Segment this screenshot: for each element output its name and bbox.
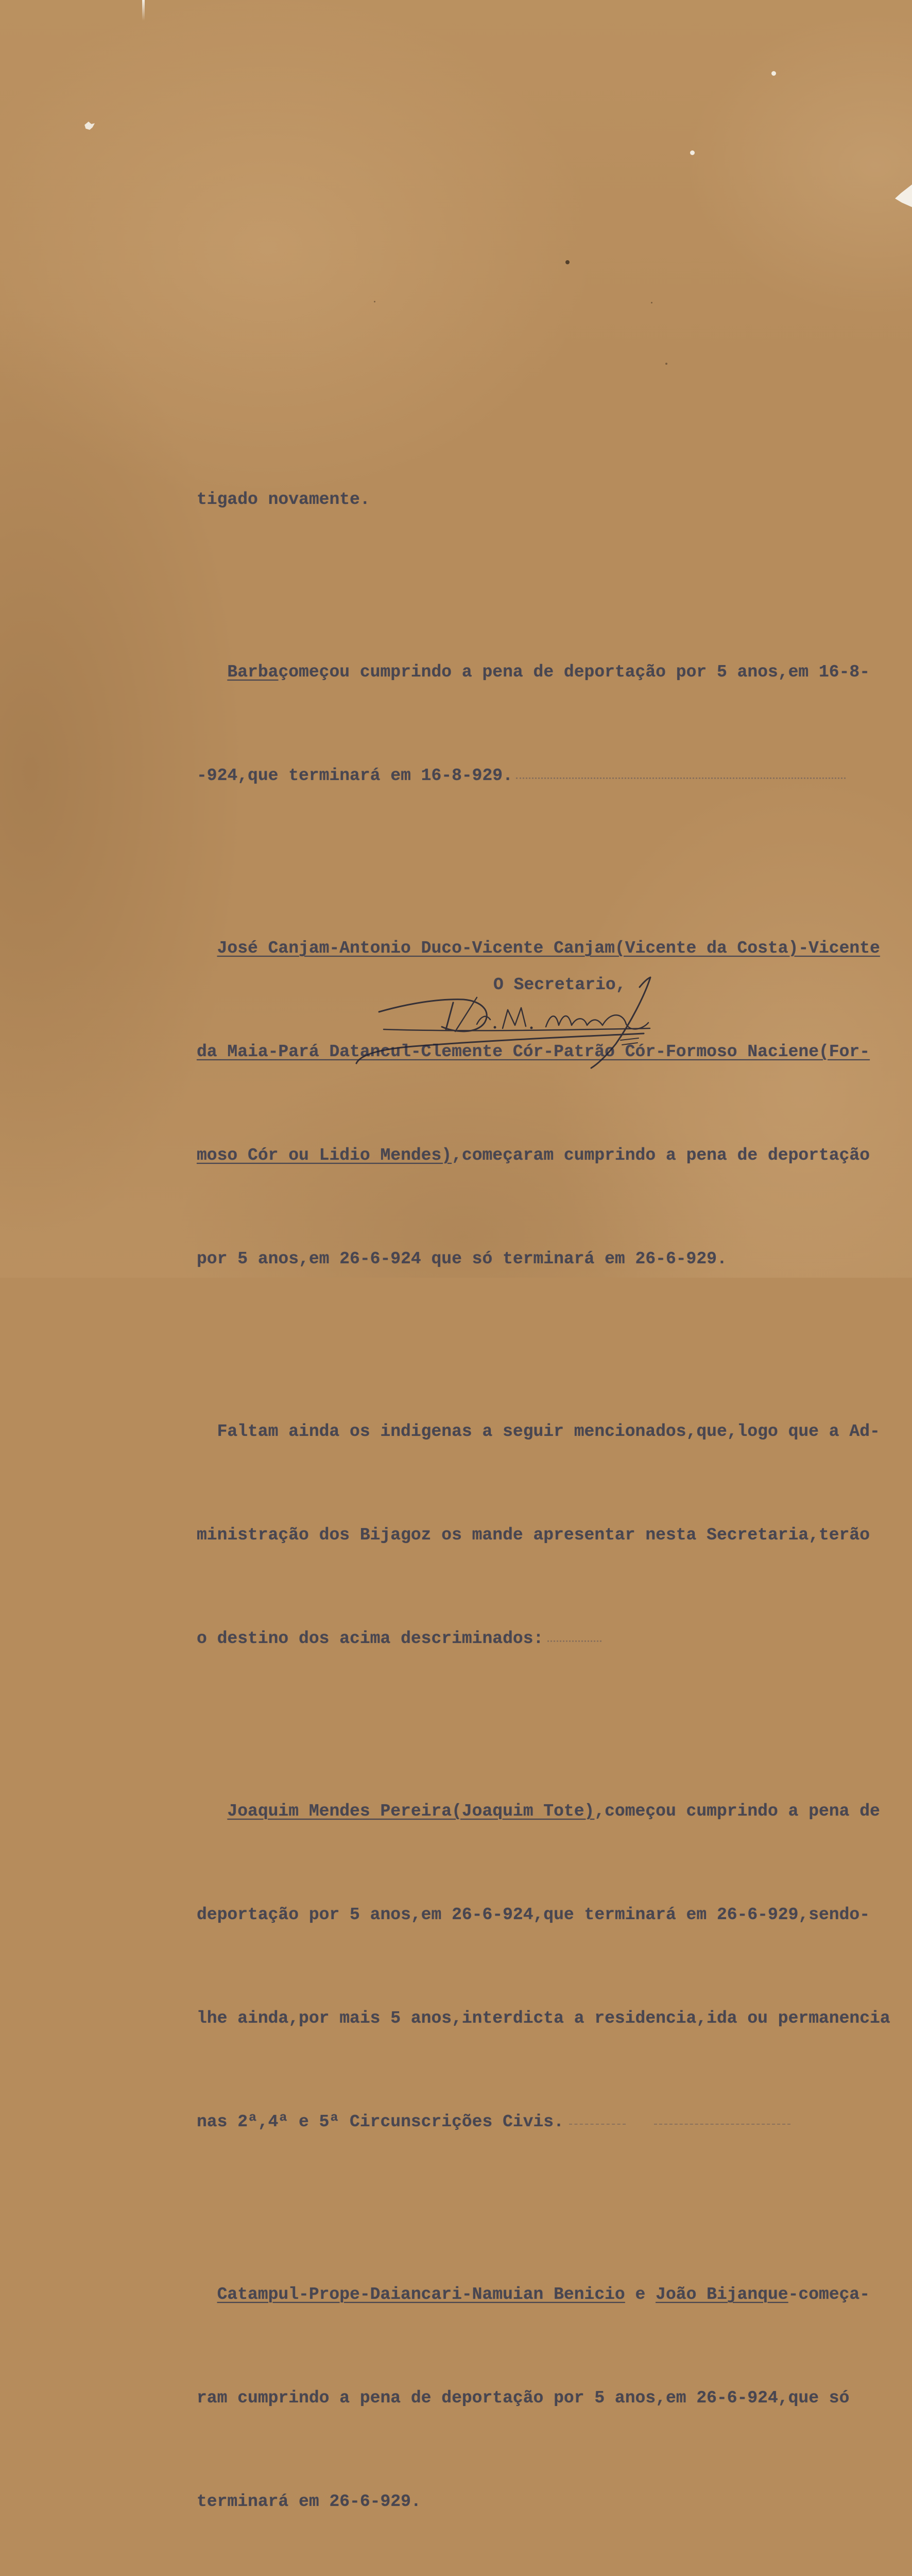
underlined-name: da Maia-Pará Datancul-Clemente Cór-Patrão Cór-Formoso Naciene(For- <box>197 1042 870 1061</box>
text-segment: -começa- <box>788 2285 870 2304</box>
text-segment: por 5 anos,em 26-6-924 que só terminará em 26-6-929. <box>197 1249 727 1268</box>
text-segment: ministração dos Bijagoz os mande apresentar nesta Secretaria,terão <box>197 1526 870 1545</box>
text-segment: ,começou cumprindo a pena de <box>594 1802 880 1821</box>
paper-speck <box>374 301 375 302</box>
underlined-name: moso Cór ou Lidio Mendes) <box>197 1146 452 1165</box>
paper-speck <box>565 260 570 264</box>
text-segment: tigado novamente. <box>197 490 370 509</box>
paper-hole-mark <box>83 122 95 130</box>
text-segment: o destino dos acima descriminados: <box>197 1629 544 1648</box>
text-line <box>197 1414 890 1449</box>
text-line <box>197 1035 890 1069</box>
text-segment: deportação por 5 anos,em 26-6-924,que terminará em 26-6-929,sendo- <box>197 1905 870 1924</box>
text-line <box>197 655 890 689</box>
text-line <box>197 1794 890 1828</box>
filler-dots <box>547 1640 601 1642</box>
text-segment: e <box>625 2285 656 2304</box>
filler-dots <box>516 777 846 779</box>
text-line <box>197 2484 890 2519</box>
underlined-name: Catampul-Prope-Daiancari-Namuian Benicio <box>217 2285 625 2304</box>
text-segment: ,começaram cumprindo a pena de deportação <box>452 1146 870 1165</box>
text-segment: ram cumprindo a pena de deportação por 5 anos,em 26-6-924,que só <box>197 2388 850 2408</box>
text-segment: terminará em 26-6-929. <box>197 2492 421 2511</box>
text-line <box>197 2105 890 2139</box>
text-line <box>197 1242 890 1276</box>
paper-speck <box>665 363 667 365</box>
text-segment: -924,que terminará em 16-8-929. <box>197 766 513 785</box>
text-line <box>197 1897 890 1932</box>
text-line <box>197 758 890 793</box>
text-segment: lhe ainda,por mais 5 anos,interdicta a residencia,ida ou permanencia <box>197 2009 890 2028</box>
underlined-name: José Canjam-Antonio Duco-Vicente Canjam(Vicente da Costa)-Vicente <box>217 939 880 958</box>
text-segment: çomeçou cumprindo a pena de deportação por 5 anos,em 16-8- <box>278 663 870 682</box>
paper-edge-notch <box>895 184 912 207</box>
paper-speck <box>651 302 652 303</box>
text-line <box>197 1621 890 1656</box>
text-line <box>197 2381 890 2415</box>
text-line <box>197 1138 890 1173</box>
text-line <box>197 2001 890 2036</box>
secretary-closing: O Secretario, <box>493 975 626 994</box>
text-line <box>197 931 890 965</box>
document-body <box>197 379 890 2576</box>
text-segment: Faltam ainda os indigenas a seguir mencionados,que,logo que a Ad- <box>217 1422 880 1441</box>
filler-dashes <box>569 2124 626 2125</box>
paper-speck <box>771 71 776 76</box>
text-line <box>197 2277 890 2312</box>
underlined-name: Joaquim Mendes Pereira(Joaquim Tote) <box>227 1802 595 1821</box>
paper-tear-mark <box>142 0 145 21</box>
text-line <box>197 482 890 517</box>
filler-dashes <box>654 2124 790 2125</box>
underlined-name: Barba <box>227 663 279 682</box>
underlined-name: João Bijanque <box>656 2285 788 2304</box>
paper-speck <box>690 150 695 155</box>
text-segment: nas 2ª,4ª e 5ª Circunscrições Civis. <box>197 2112 564 2131</box>
text-line <box>197 1518 890 1552</box>
